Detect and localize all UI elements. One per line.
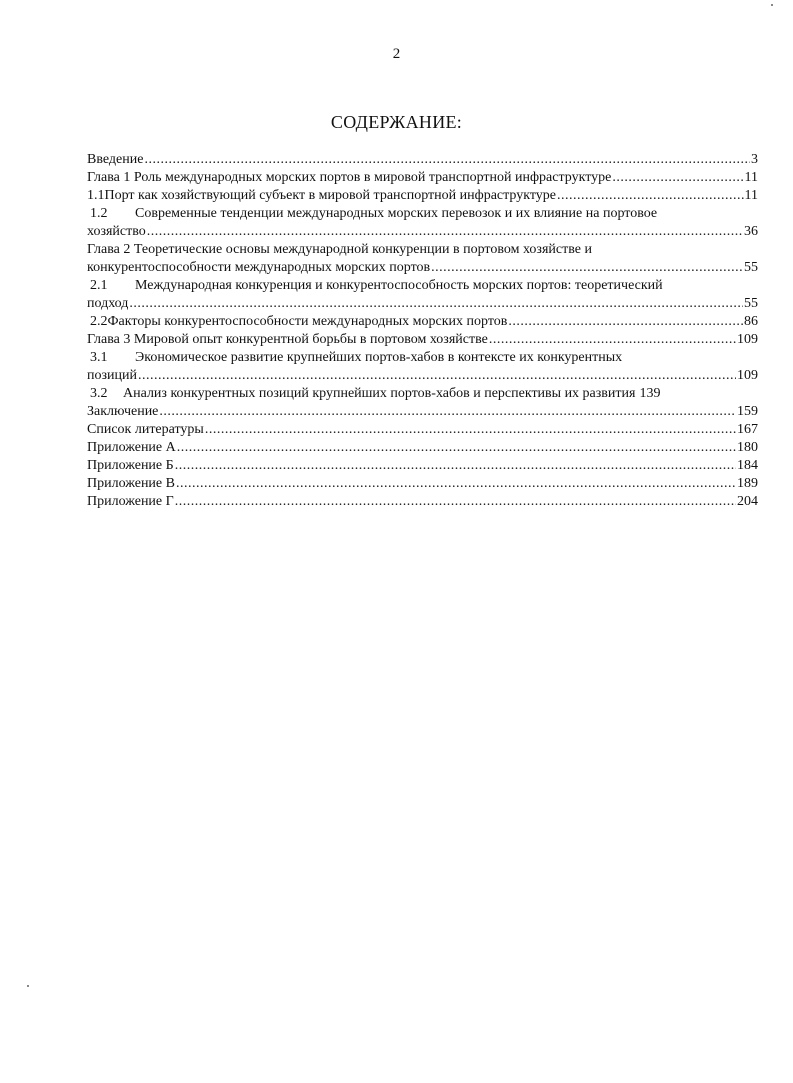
page-number: 2 — [392, 46, 401, 62]
toc-entry-text-cont: хозяйство — [87, 224, 146, 239]
toc-section-number: 2.1 — [90, 278, 108, 293]
toc-entry-text: Анализ конкурентных позиций крупнейших портов-хабов и перспективы их развития — [123, 386, 636, 401]
toc-entry-page: 36 — [744, 224, 758, 239]
toc-entry-page: 55 — [744, 296, 758, 311]
toc-entry-text-cont: позиций — [87, 368, 137, 383]
scan-speck — [771, 4, 773, 6]
toc-section-number: 3.1 — [90, 350, 108, 365]
toc-entry-text: Приложение В — [87, 476, 175, 491]
toc-entry-page: 109 — [737, 368, 758, 383]
toc-entry-appendix-a[interactable] — [87, 439, 758, 457]
dot-leader — [175, 457, 736, 475]
toc-entry-page: 109 — [737, 332, 758, 347]
dot-leader — [177, 439, 736, 457]
dot-leader — [138, 367, 736, 385]
toc-entry-text-cont: подход — [87, 296, 129, 311]
toc-entry-page: 86 — [744, 314, 758, 329]
toc-entry-page: 11 — [744, 188, 758, 203]
dot-leader — [159, 403, 736, 421]
dot-leader — [508, 313, 743, 331]
toc-entry-text: Введение — [87, 152, 144, 167]
toc-entry-text: Приложение Б — [87, 458, 174, 473]
dot-leader — [144, 151, 750, 169]
toc-entry-section-2-1[interactable] — [87, 277, 758, 313]
toc-entry-text-cont: конкурентоспособности международных морских портов — [87, 260, 431, 275]
dot-leader — [205, 421, 736, 439]
scan-speck — [27, 985, 29, 987]
dot-leader — [176, 475, 736, 493]
toc-entry-page: 11 — [744, 170, 758, 185]
toc-entry-section-2-2[interactable] — [87, 313, 758, 331]
toc-entry-page: 204 — [737, 494, 758, 509]
toc-entry-references[interactable] — [87, 421, 758, 439]
dot-leader — [557, 187, 744, 205]
toc-entry-text: Приложение Г — [87, 494, 174, 509]
toc-entry-text: Современные тенденции международных морских перевозок и их влияние на портовое — [135, 206, 658, 221]
dot-leader — [175, 493, 736, 511]
toc-entry-page: 3 — [751, 152, 758, 167]
toc-entry-chapter-1[interactable] — [87, 169, 758, 187]
toc-entry-text: Глава 1 Роль международных морских портов в мировой транспортной инфраструктуре — [87, 170, 612, 185]
toc-section-number: 1.2 — [90, 206, 108, 221]
toc-entry-section-1-2[interactable] — [87, 205, 758, 241]
toc-entry-text: Приложение А — [87, 440, 176, 455]
toc-entry-appendix-v[interactable] — [87, 475, 758, 493]
toc-section-number: 1.1 — [87, 188, 105, 203]
table-of-contents — [87, 151, 758, 511]
dot-leader — [431, 259, 743, 277]
toc-entry-page: 167 — [737, 422, 758, 437]
toc-entry-section-3-2[interactable] — [87, 385, 758, 403]
toc-entry-page: 189 — [737, 476, 758, 491]
toc-entry-text: Глава 2 Теоретические основы международной конкуренции в портовом хозяйстве и — [87, 242, 592, 257]
toc-entry-chapter-3[interactable] — [87, 331, 758, 349]
toc-entry-chapter-2[interactable] — [87, 241, 758, 277]
toc-title: СОДЕРЖАНИЕ: — [330, 112, 463, 132]
toc-entry-conclusion[interactable] — [87, 403, 758, 421]
toc-entry-appendix-b[interactable] — [87, 457, 758, 475]
toc-entry-text: Глава 3 Мировой опыт конкурентной борьбы в портовом хозяйстве — [87, 332, 488, 347]
dot-leader — [489, 331, 736, 349]
toc-entry-intro[interactable] — [87, 151, 758, 169]
toc-entry-section-1-1[interactable] — [87, 187, 758, 205]
toc-entry-page: 55 — [744, 260, 758, 275]
toc-entry-text: Международная конкуренция и конкурентоспособность морских портов: теоретический — [135, 278, 663, 293]
dot-leader — [612, 169, 743, 187]
toc-entry-page: 159 — [737, 404, 758, 419]
toc-entry-text: Список литературы — [87, 422, 204, 437]
toc-entry-appendix-g[interactable] — [87, 493, 758, 511]
toc-entry-text: Экономическое развитие крупнейших портов-хабов в контексте их конкурентных — [135, 350, 623, 365]
dot-leader — [147, 223, 743, 241]
toc-entry-section-3-1[interactable] — [87, 349, 758, 385]
toc-entry-page: 184 — [737, 458, 758, 473]
toc-entry-page: 139 — [639, 386, 661, 401]
toc-section-number: 3.2 — [90, 386, 108, 401]
toc-entry-text: Заключение — [87, 404, 159, 419]
toc-section-number: 2.2 — [90, 314, 108, 329]
dot-leader — [129, 295, 743, 313]
toc-entry-page: 180 — [737, 440, 758, 455]
toc-entry-text: Факторы конкурентоспособности международных морских портов — [107, 314, 508, 329]
toc-entry-text: Порт как хозяйствующий субъект в мировой транспортной инфраструктуре — [104, 188, 557, 203]
